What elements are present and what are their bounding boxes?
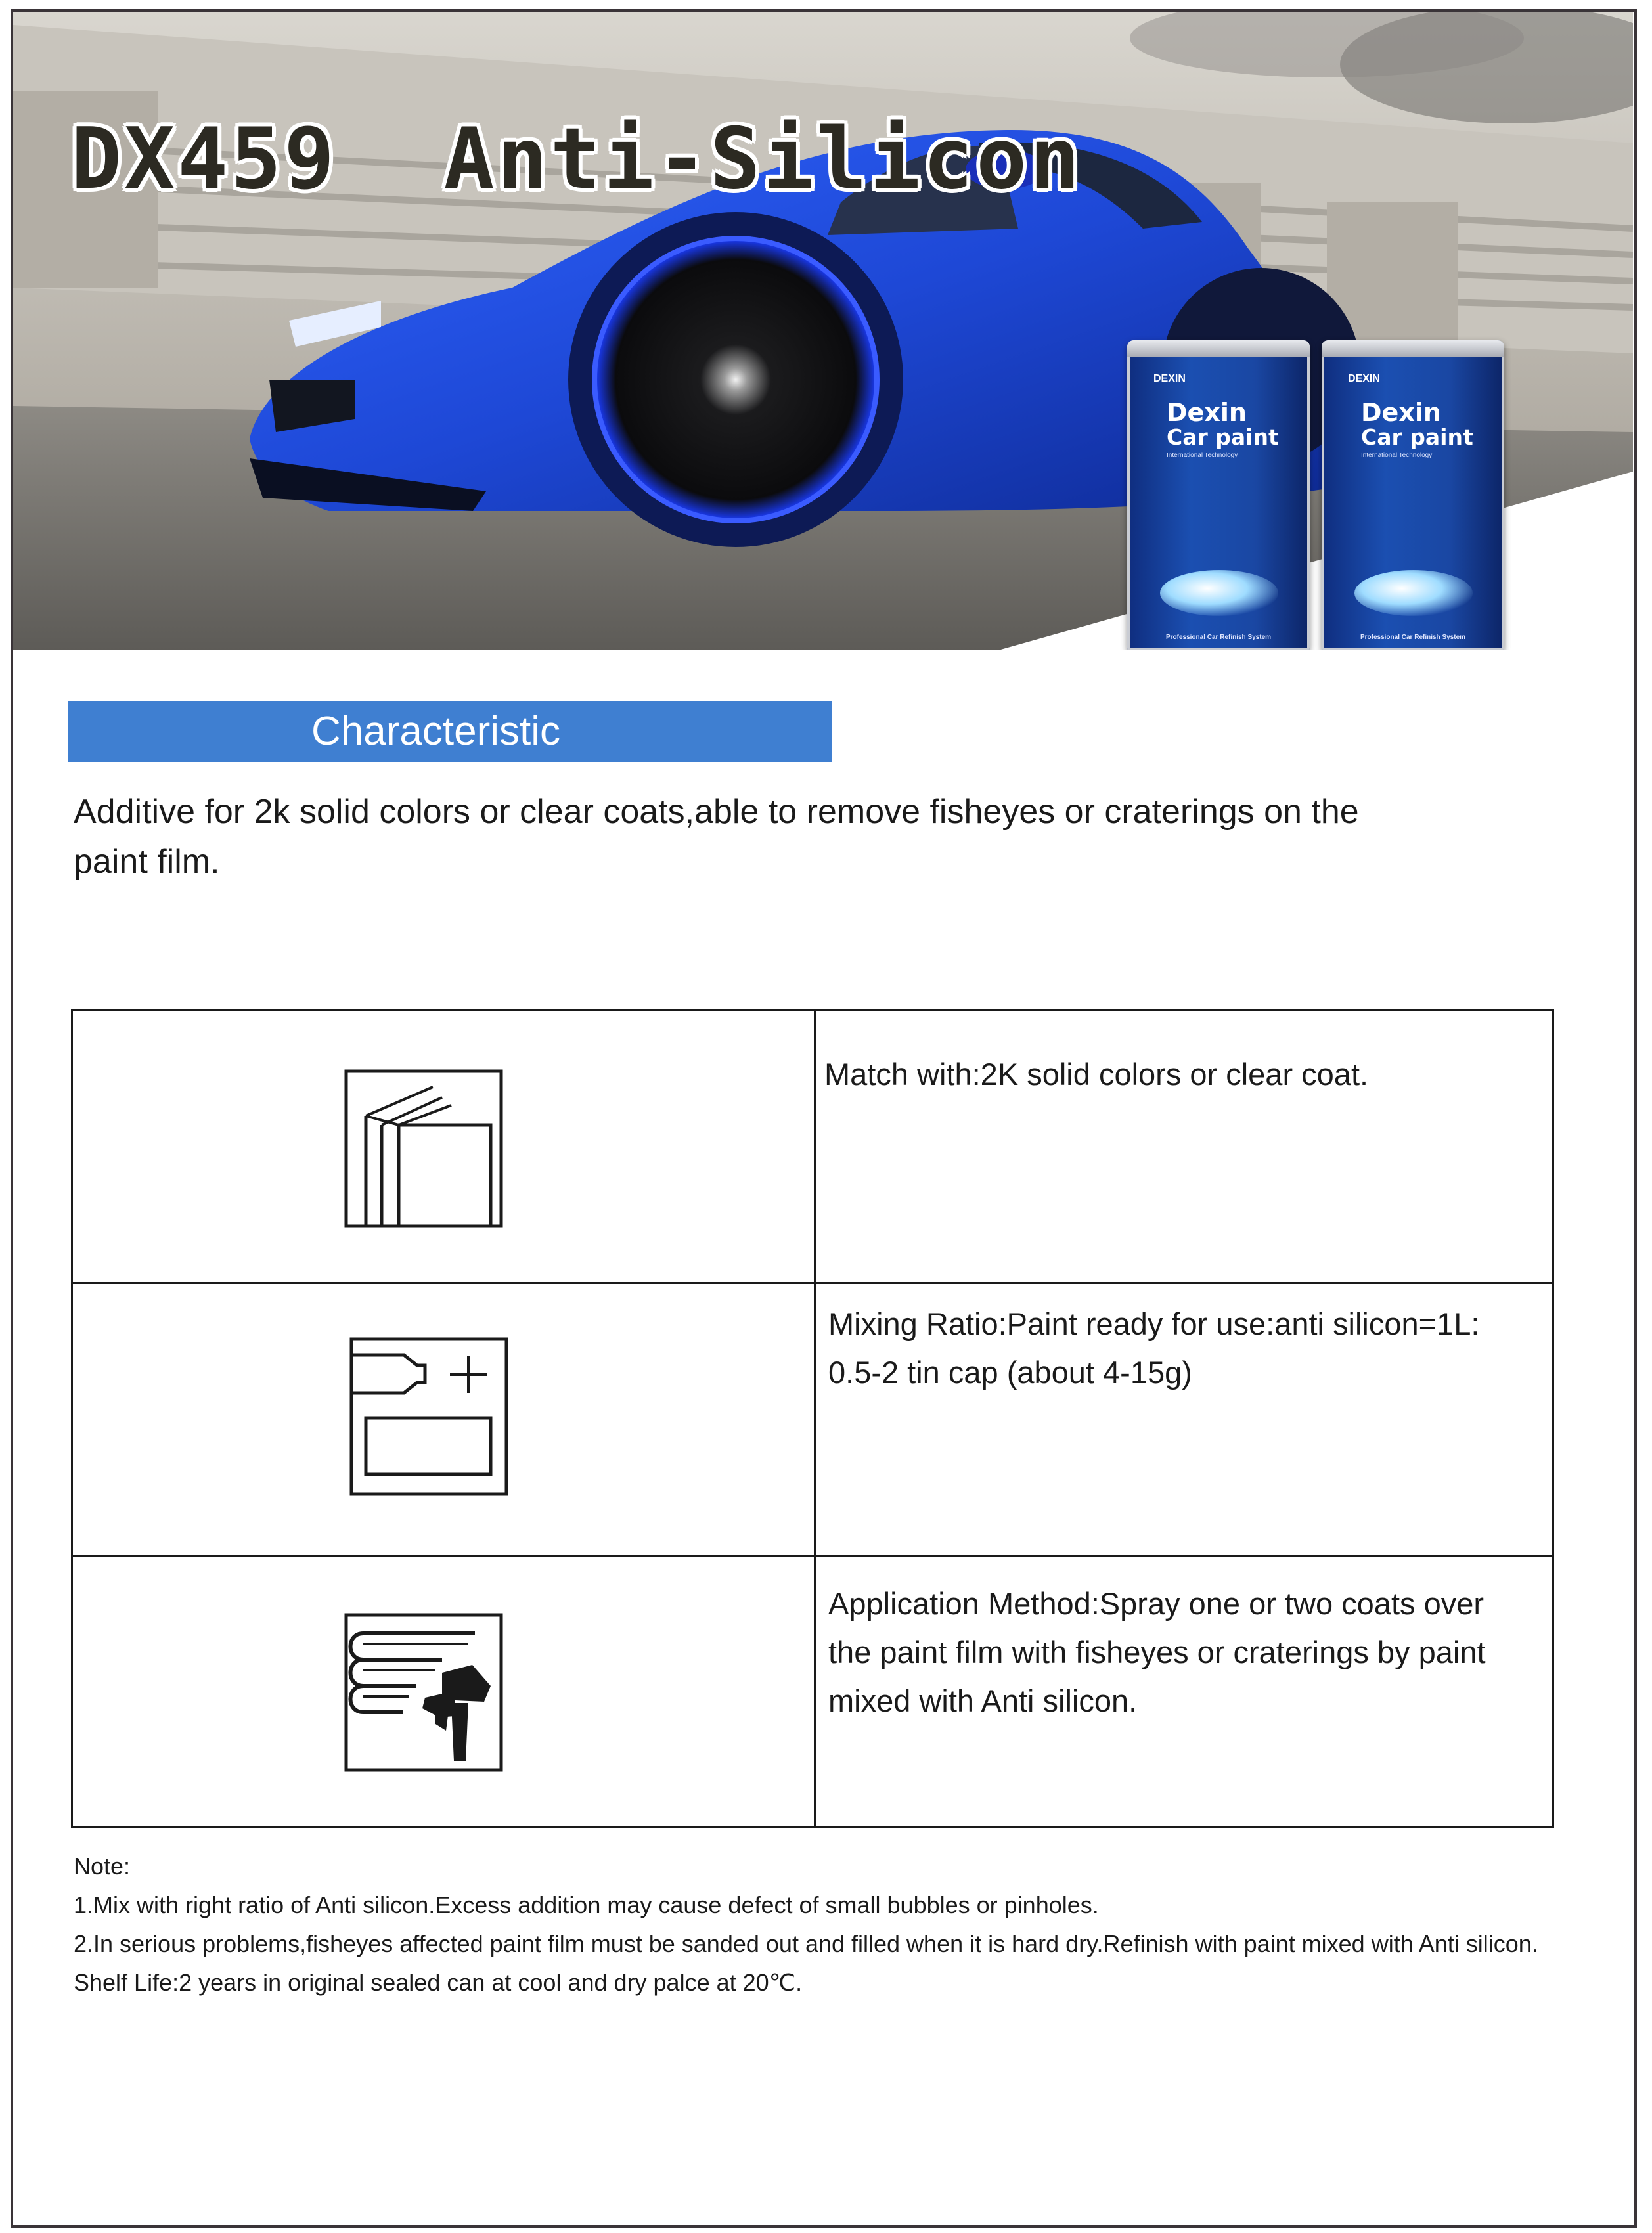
notes-label: Note: <box>74 1853 131 1880</box>
characteristic-heading-bar <box>68 701 832 762</box>
can-graphic <box>1354 570 1473 616</box>
table-divider <box>73 1282 1552 1284</box>
can-brand: Dexin <box>1361 398 1441 427</box>
characteristic-heading: Characteristic <box>311 709 560 754</box>
can-brand-sub: Car paint <box>1167 424 1279 450</box>
spray-gun-icon <box>344 1612 504 1776</box>
note-item: 2.In serious problems,fisheyes affected paint film must be sanded out and filled when it is hard dry.Refinish with paint mixed with Anti silicon. <box>74 1930 1538 1957</box>
mixing-ratio-icon <box>349 1337 509 1500</box>
can-graphic <box>1160 570 1278 616</box>
can-footer: Professional Car Refinish System <box>1360 634 1466 641</box>
note-item: Shelf Life:2 years in original sealed can at cool and dry palce at 20℃. <box>74 1969 803 1996</box>
notes-section <box>74 1847 1611 2002</box>
hero-banner <box>13 12 1633 650</box>
can-brand-sub: Car paint <box>1361 424 1473 450</box>
can-brand: Dexin <box>1167 398 1247 427</box>
can-footer: Professional Car Refinish System <box>1165 634 1272 641</box>
spec-text <box>828 1300 1525 1397</box>
paint-can-image <box>1127 340 1310 650</box>
table-divider <box>814 1011 816 1826</box>
spec-text <box>828 1580 1525 1725</box>
product-title: DX459 Anti-Silicon <box>71 110 1083 208</box>
can-tagline: International Technology <box>1361 452 1433 459</box>
note-item: 1.Mix with right ratio of Anti silicon.Excess addition may cause defect of small bubbles or pinholes. <box>74 1891 1099 1918</box>
characteristic-description <box>74 787 1519 887</box>
spec-line: Mixing Ratio:Paint ready for use:anti silicon=1L: <box>828 1306 1480 1341</box>
can-logo: DEXIN <box>1348 373 1380 384</box>
spec-line: Match with:2K solid colors or clear coat. <box>824 1057 1369 1092</box>
can-logo: DEXIN <box>1153 373 1186 384</box>
spec-line: Application Method:Spray one or two coats over <box>828 1586 1484 1621</box>
spec-line: mixed with Anti silicon. <box>828 1683 1138 1718</box>
table-divider <box>73 1555 1552 1557</box>
spec-text <box>824 1050 1521 1099</box>
spec-line: the paint film with fisheyes or craterings by paint <box>828 1635 1486 1669</box>
characteristic-line: paint film. <box>74 843 220 881</box>
characteristic-line: Additive for 2k solid colors or clear coats,able to remove fisheyes or craterings on the <box>74 793 1359 831</box>
spec-table <box>71 1009 1554 1828</box>
paint-can-image <box>1322 340 1504 650</box>
can-tagline: International Technology <box>1167 452 1238 459</box>
spec-line: 0.5-2 tin cap (about 4-15g) <box>828 1355 1192 1390</box>
panel-match-icon <box>344 1069 504 1232</box>
